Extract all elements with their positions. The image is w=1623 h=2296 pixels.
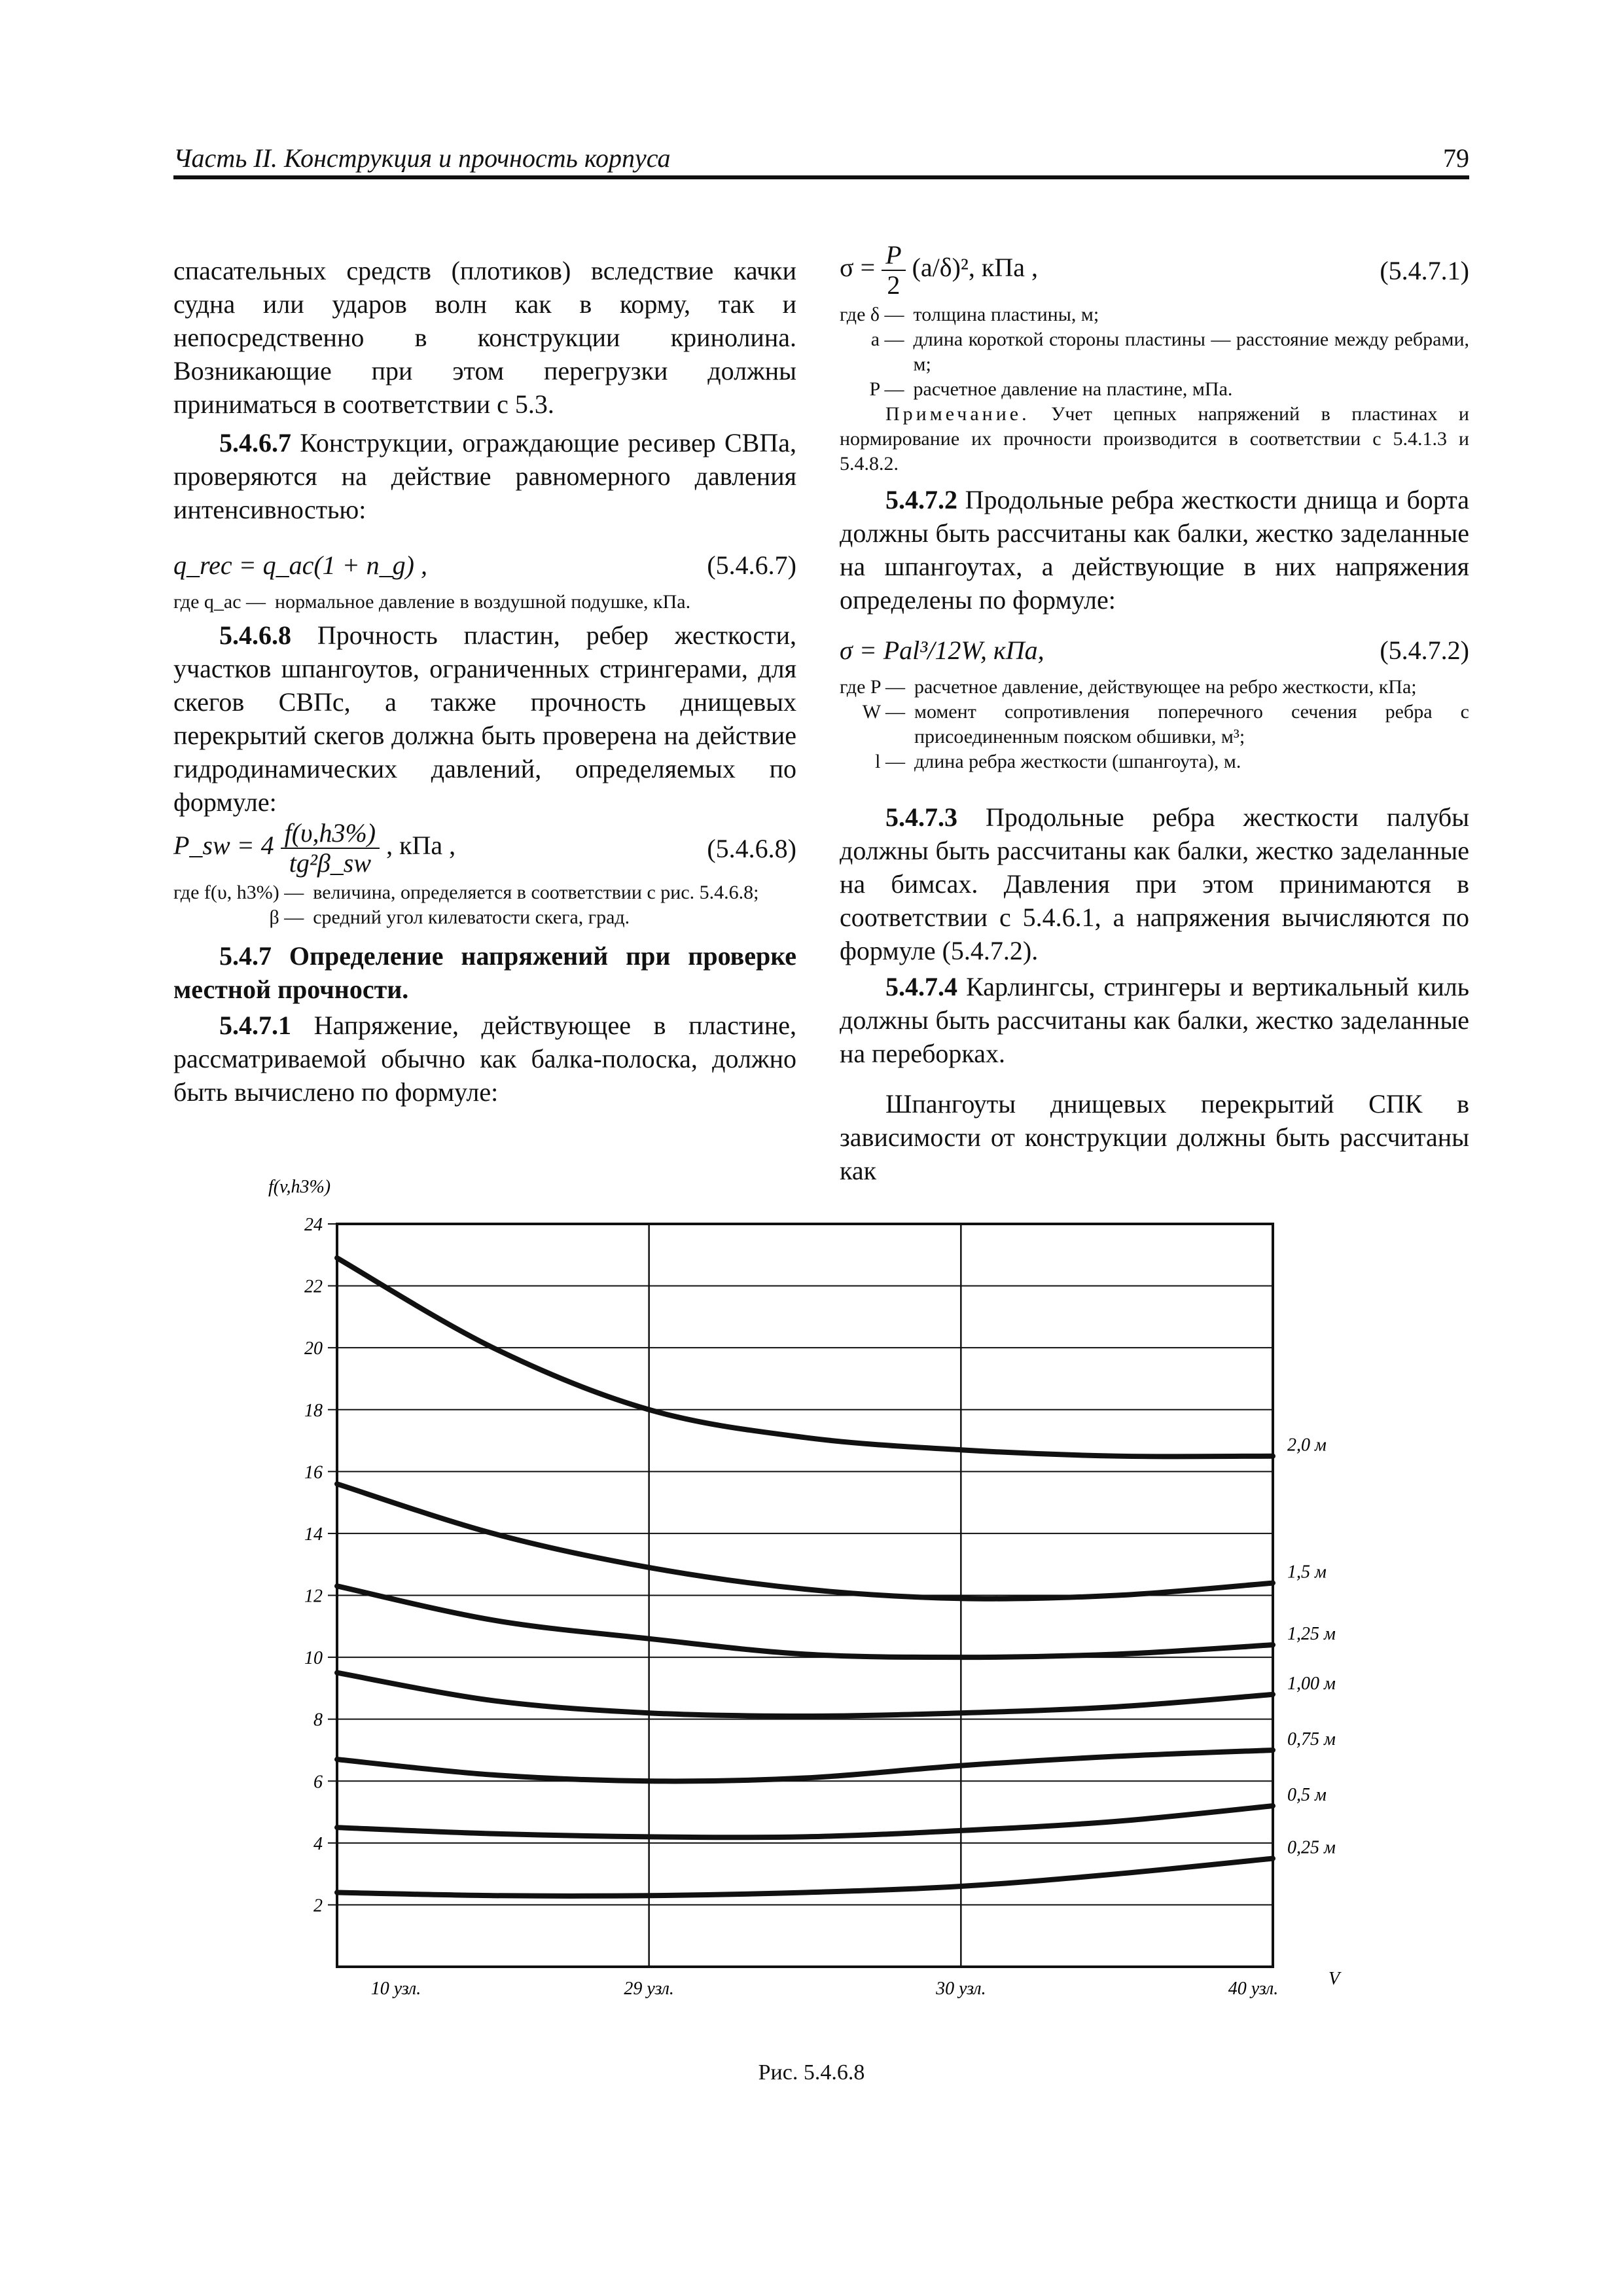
series-line	[337, 1750, 1273, 1781]
running-header	[173, 143, 1469, 177]
page-number: 79	[1443, 143, 1469, 173]
formula-unit: , кПа ,	[386, 831, 456, 861]
formula-5472	[840, 634, 1469, 667]
series-label: 0,25 м	[1287, 1837, 1336, 1858]
clause-number: 5.4.7.1	[219, 1011, 291, 1040]
formula-number: (5.4.6.8)	[707, 833, 796, 863]
x-tick-label: 40 узл.	[1228, 1979, 1279, 1999]
y-tick-label: 10	[304, 1648, 323, 1669]
y-axis-label: f(v,h3%)	[268, 1177, 331, 1197]
where-symbol: где f(υ, h3%) —	[173, 882, 304, 903]
y-tick-label: 24	[304, 1215, 323, 1235]
x-tick-label: 30 узл.	[936, 1979, 986, 1999]
formula-lhs: P_sw = 4	[173, 831, 274, 861]
x-tick-label: 10 узл.	[370, 1979, 421, 1999]
y-tick-label: 2	[313, 1895, 323, 1916]
where-definition: расчетное давление на пластине, мПа.	[913, 378, 1233, 400]
series-label: 0,75 м	[1287, 1729, 1336, 1749]
y-tick-label: 6	[313, 1772, 323, 1793]
clause-text: Карлингсы, стрингеры и вертикальный киль должны быть рассчитаны как балки, жестко заделанные на переборках.	[840, 972, 1469, 1068]
formula-rest: (a/δ)², кПа ,	[912, 253, 1038, 283]
where-block	[840, 302, 1469, 402]
series-line	[337, 1858, 1273, 1895]
where-definition: расчетное давление, действующее на ребро жесткости, кПа;	[914, 676, 1417, 698]
series-label: 0,5 м	[1287, 1785, 1327, 1806]
paragraph-5474	[840, 970, 1469, 1070]
where-symbol: P —	[869, 378, 904, 400]
where-definition: момент сопротивления поперечного сечения ребра с присоединенным пояском обшивки, м³;	[914, 701, 1469, 747]
where-symbol: где q_ac —	[173, 591, 266, 613]
fraction-denominator: tg²β_sw	[289, 848, 372, 878]
fraction-denominator: 2	[887, 270, 901, 300]
paragraph-5467	[173, 426, 796, 526]
formula-5467	[173, 548, 796, 582]
y-tick-label: 16	[304, 1462, 323, 1483]
y-tick-label: 22	[304, 1276, 323, 1297]
formula-5471	[840, 241, 1469, 300]
formula-expression: q_rec = q_ac(1 + n_g) ,	[173, 550, 427, 580]
where-definition: длина ребра жесткости (шпангоута), м.	[914, 751, 1241, 772]
left-column	[173, 254, 796, 1109]
clause-text: Продольные ребра жесткости днища и борта должны быть рассчитаны как балки, жестко заделанные на шпангоутах, а действующие в них напряжения определены по формуле:	[840, 485, 1469, 615]
series-label: 1,25 м	[1287, 1624, 1336, 1645]
x-axis-label: V	[1329, 1969, 1340, 1989]
x-tick-label: 29 узл.	[624, 1979, 674, 1999]
clause-number: 5.4.7.4	[885, 972, 957, 1001]
figure-chart	[0, 1158, 1623, 2055]
note-text: Учет цепных напряжений в пластинах и нормирование их прочности производится в соответствии с 5.4.1.3 и 5.4.8.2.	[840, 403, 1469, 475]
figure-caption: Рис. 5.4.6.8	[758, 2060, 865, 2085]
y-tick-label: 12	[304, 1586, 323, 1607]
note-label: Примечание.	[885, 403, 1030, 425]
clause-text: Конструкции, ограждающие ресивер СВПа, проверяются на действие равномерного давления интенсивностью:	[173, 428, 796, 524]
formula-number: (5.4.6.7)	[707, 550, 796, 580]
formula-lhs: σ =	[840, 253, 876, 283]
paragraph-5471	[173, 1009, 796, 1109]
formula-5468	[173, 819, 796, 878]
where-block	[173, 590, 796, 615]
where-definition: длина короткой стороны пластины — расстояние между ребрами, м;	[913, 329, 1469, 375]
series-line	[337, 1673, 1273, 1716]
fraction-numerator: f(υ,h3%)	[281, 819, 380, 849]
series-label: 1,00 м	[1287, 1673, 1336, 1694]
formula-expression: σ = Pal³/12W, кПа,	[840, 636, 1044, 665]
section-heading: 5.4.7 Определение напряжений при проверке местной прочности.	[173, 941, 796, 1004]
y-tick-label: 18	[304, 1400, 323, 1421]
note	[840, 402, 1469, 476]
where-block	[840, 675, 1469, 774]
formula-expression	[173, 819, 455, 878]
y-tick-label: 8	[313, 1710, 323, 1731]
header-title: Часть II. Конструкция и прочность корпуса	[173, 143, 671, 173]
series-line	[337, 1806, 1273, 1837]
y-tick-label: 14	[304, 1524, 323, 1545]
series-line	[337, 1258, 1273, 1456]
clause-number: 5.4.7.2	[885, 485, 957, 514]
y-tick-label: 4	[313, 1833, 323, 1854]
series-label: 1,5 м	[1287, 1562, 1327, 1583]
clause-number: 5.4.7.3	[885, 802, 957, 832]
formula-expression	[840, 241, 1038, 300]
where-definition: нормальное давление в воздушной подушке, кПа.	[275, 591, 691, 613]
where-definition: толщина пластины, м;	[913, 304, 1099, 325]
formula-number: (5.4.7.2)	[1380, 636, 1469, 665]
clause-number: 5.4.6.8	[219, 620, 291, 650]
paragraph-continuation: спасательных средств (плотиков) вследствие качки судна или ударов волн как в корму, так и непосредственно в конструкции кринолина. Возникающие при этом перегрузки должны приниматься в соответствии с 5.3.	[173, 256, 796, 419]
formula-fraction	[882, 241, 905, 300]
clause-text: Прочность пластин, ребер жесткости, участков шпангоутов, ограниченных стрингерами, для скегов СВПс, а также прочность днищевых перекрытий скегов должна быть проверена на действие гидродинамических давлений, определяемых по формуле:	[173, 620, 796, 817]
paragraph-continued: Шпангоуты днищевых перекрытий СПК в зависимости от конструкции должны быть рассчитаны как	[840, 1089, 1469, 1185]
formula-number: (5.4.7.1)	[1380, 255, 1469, 285]
where-symbol: β —	[269, 906, 304, 928]
fraction-numerator: P	[882, 241, 905, 271]
header-rule	[173, 175, 1469, 179]
where-symbol: W —	[862, 701, 905, 723]
where-block	[173, 880, 796, 930]
series-group	[337, 1258, 1273, 1896]
series-label: 2,0 м	[1287, 1435, 1327, 1456]
where-symbol: a —	[870, 329, 904, 350]
where-symbol: l —	[875, 751, 905, 772]
right-column	[840, 241, 1469, 1187]
paragraph-5473	[840, 800, 1469, 967]
y-tick-label: 20	[304, 1338, 323, 1359]
clause-text: Напряжение, действующее в пластине, рассматриваемой обычно как балка-полоска, должно быть вычислено по формуле:	[173, 1011, 796, 1107]
where-definition: величина, определяется в соответствии с рис. 5.4.6.8;	[313, 882, 759, 903]
clause-text: Продольные ребра жесткости палубы должны быть рассчитаны как балки, жестко заделанные на бимсах. Давления при этом принимаются в соответствии с 5.4.6.1, а напряжения вычисляются по формуле (5.4.7.2).	[840, 802, 1469, 965]
where-symbol: где δ —	[840, 304, 904, 325]
formula-fraction	[281, 819, 380, 878]
series-line	[337, 1484, 1273, 1598]
where-definition: средний угол килеватости скега, град.	[313, 906, 630, 928]
clause-number: 5.4.6.7	[219, 428, 291, 457]
paragraph-5472	[840, 483, 1469, 617]
paragraph-5468	[173, 619, 796, 819]
where-symbol: где P —	[840, 676, 905, 698]
